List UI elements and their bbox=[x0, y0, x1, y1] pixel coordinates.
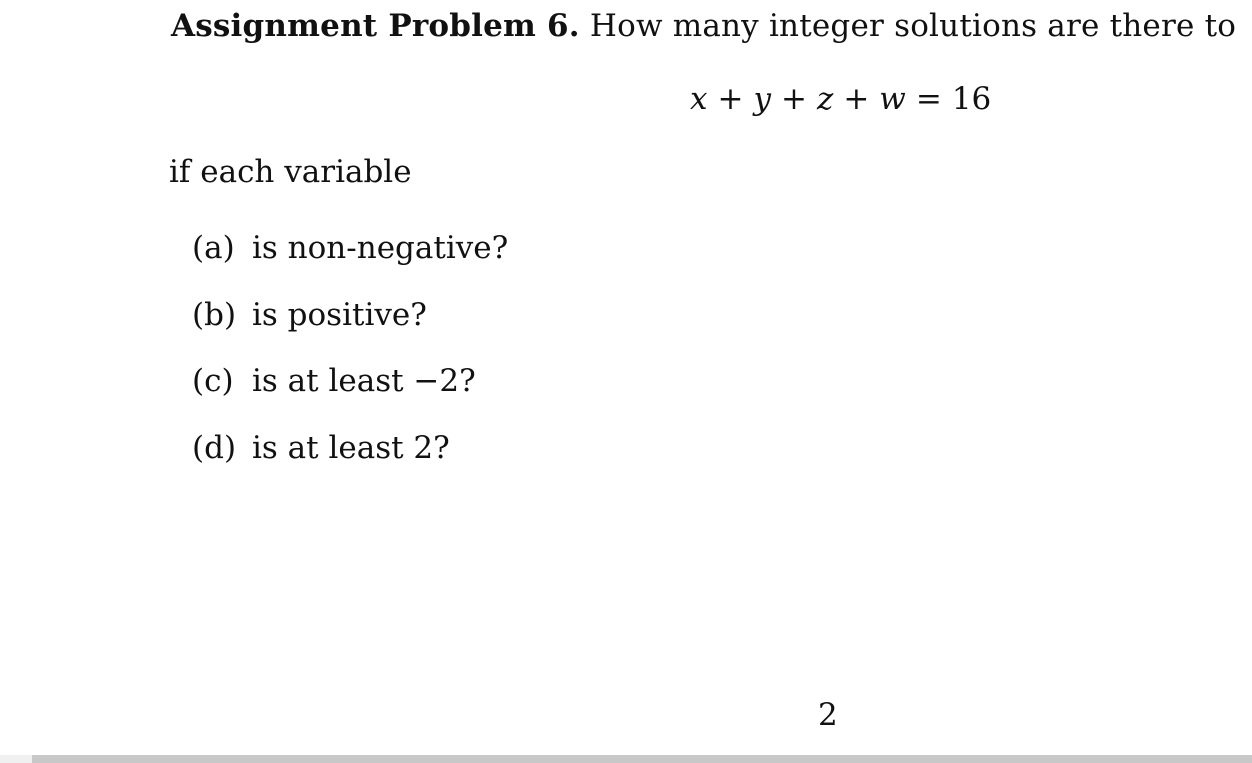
list-item bbox=[192, 293, 427, 337]
list-item-text: is positive? bbox=[252, 297, 427, 333]
list-item-text: is non-negative? bbox=[252, 230, 509, 266]
equation-operator-plus: + bbox=[780, 81, 807, 117]
equation-variable-y: y bbox=[753, 81, 771, 117]
condition-intro: if each variable bbox=[169, 154, 412, 190]
problem-question: How many integer solutions are there to bbox=[589, 8, 1237, 44]
equation-operator-plus: + bbox=[843, 81, 870, 117]
list-item-marker: (b) bbox=[192, 297, 237, 333]
page-number: 2 bbox=[818, 697, 838, 733]
equation-variable-x: x bbox=[690, 81, 708, 117]
list-item-marker: (a) bbox=[192, 230, 235, 266]
display-equation bbox=[690, 78, 991, 120]
list-item-text: is at least 2? bbox=[252, 430, 450, 466]
problem-heading: Assignment Problem 6. bbox=[171, 8, 580, 44]
list-item bbox=[192, 426, 450, 470]
scrollbar-thumb[interactable] bbox=[32, 755, 1252, 763]
list-item-marker: (d) bbox=[192, 430, 237, 466]
equation-variable-w: w bbox=[879, 81, 906, 117]
equation-rhs-value: 16 bbox=[951, 81, 992, 117]
list-item bbox=[192, 359, 476, 403]
list-item-text: is at least −2? bbox=[252, 363, 476, 399]
equation-variable-z: z bbox=[816, 81, 834, 117]
horizontal-scrollbar[interactable] bbox=[0, 755, 1252, 763]
list-item bbox=[192, 226, 508, 270]
equation-equals-sign: = bbox=[915, 81, 942, 117]
problem-statement bbox=[171, 4, 1236, 48]
list-item-marker: (c) bbox=[192, 363, 234, 399]
equation-operator-plus: + bbox=[717, 81, 744, 117]
